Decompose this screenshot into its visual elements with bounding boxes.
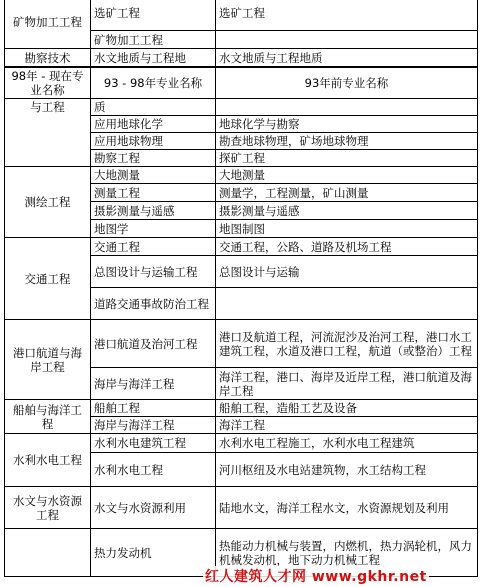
oldest-major-cell: 海洋工程，港口、海岸及近岸工程，港口航道及海岸工程	[216, 368, 478, 400]
old-major-cell: 海岸与海洋工程	[91, 368, 216, 400]
top-table-fragment	[4, 0, 478, 67]
header-row	[5, 68, 478, 99]
old-major-cell: 船舶工程	[91, 400, 216, 417]
oldest-major-cell: 船舶工程，造船工艺及设备	[216, 400, 478, 417]
old-major-cell: 应用地球物理	[91, 133, 216, 150]
header-pre-93-major: 93年前专业名称	[216, 68, 478, 99]
old-major-cell: 水利水电建筑工程	[91, 434, 216, 453]
old-major-cell: 水文地质与工程地	[91, 49, 216, 67]
oldest-major-cell: 选矿工程	[216, 0, 478, 31]
group-name-cell: 水利水电工程	[5, 434, 91, 487]
old-major-cell: 摄影测量与遥感	[91, 202, 216, 220]
old-major-cell: 热力发动机	[91, 529, 216, 577]
old-major-cell: 总图设计与运输工程	[91, 256, 216, 288]
old-major-cell: 交通工程	[91, 238, 216, 256]
oldest-major-cell: 水文地质与工程地质	[216, 49, 478, 67]
table-row	[5, 238, 478, 256]
oldest-major-cell: 地球化学与勘察	[216, 116, 478, 133]
oldest-major-cell	[216, 99, 478, 116]
oldest-major-cell	[216, 31, 478, 49]
oldest-major-cell: 大地测量	[216, 167, 478, 184]
major-cell: 矿物加工工程	[5, 0, 91, 49]
old-major-cell: 水文与水资源利用	[91, 487, 216, 529]
oldest-major-cell: 港口及航道工程，河流泥沙及治河工程，港口水工建筑工程，水道及港口工程，航道（或整治）工程	[216, 320, 478, 368]
old-major-cell: 道路交通事故防治工程	[91, 288, 216, 320]
oldest-major-cell: 勘查地球物理，矿场地球物理	[216, 133, 478, 150]
table-row	[5, 400, 478, 417]
major-mapping-table	[4, 67, 478, 577]
table-row	[5, 320, 478, 368]
group-name-cell: 水文与水资源工程	[5, 487, 91, 529]
old-major-cell: 水利水电工程	[91, 453, 216, 487]
oldest-major-cell: 探矿工程	[216, 150, 478, 167]
oldest-major-cell: 交通工程，公路、道路及机场工程	[216, 238, 478, 256]
oldest-major-cell: 地图制图	[216, 220, 478, 238]
oldest-major-cell	[216, 288, 478, 320]
group-name-cell: 港口航道与海岸工程	[5, 320, 91, 400]
oldest-major-cell: 海洋工程	[216, 417, 478, 434]
table-row	[5, 434, 478, 453]
table-row	[5, 167, 478, 184]
old-major-cell: 质	[91, 99, 216, 116]
oldest-major-cell: 水利水电工程施工，水利水电工程建筑	[216, 434, 478, 453]
major-cell: 勘察技术	[5, 49, 91, 67]
group-name-cell: 与工程	[5, 99, 91, 167]
old-major-cell: 大地测量	[91, 167, 216, 184]
group-name-cell	[5, 529, 91, 577]
table-row	[5, 487, 478, 529]
site-watermark: 红人建筑人才网 www.gkhr.net	[203, 566, 429, 586]
old-major-cell: 港口航道及治河工程	[91, 320, 216, 368]
old-major-cell: 选矿工程	[91, 0, 216, 31]
table-row	[5, 99, 478, 116]
group-name-cell: 交通工程	[5, 238, 91, 320]
oldest-major-cell: 总图设计与运输	[216, 256, 478, 288]
header-current-major: 98年 - 现在专业名称	[5, 68, 91, 99]
oldest-major-cell: 测量学，工程测量，矿山测量	[216, 184, 478, 202]
group-name-cell: 测绘工程	[5, 167, 91, 238]
oldest-major-cell: 陆地水文，海洋工程水文，水资源规划及利用	[216, 487, 478, 529]
group-name-cell: 船舶与海洋工程	[5, 400, 91, 434]
old-major-cell: 海岸与海洋工程	[91, 417, 216, 434]
old-major-cell: 矿物加工工程	[91, 31, 216, 49]
oldest-major-cell: 摄影测量与遥感	[216, 202, 478, 220]
old-major-cell: 应用地球化学	[91, 116, 216, 133]
oldest-major-cell: 河川枢纽及水电站建筑物，水工结构工程	[216, 453, 478, 487]
old-major-cell: 勘察工程	[91, 150, 216, 167]
old-major-cell: 测量工程	[91, 184, 216, 202]
header-93-98-major: 93 - 98年专业名称	[91, 68, 216, 99]
old-major-cell: 地图学	[91, 220, 216, 238]
oldest-major-cell: 热能动力机械与装置，内燃机，热力涡轮机，风力机械发动机，地下动力机械工程	[216, 529, 478, 577]
